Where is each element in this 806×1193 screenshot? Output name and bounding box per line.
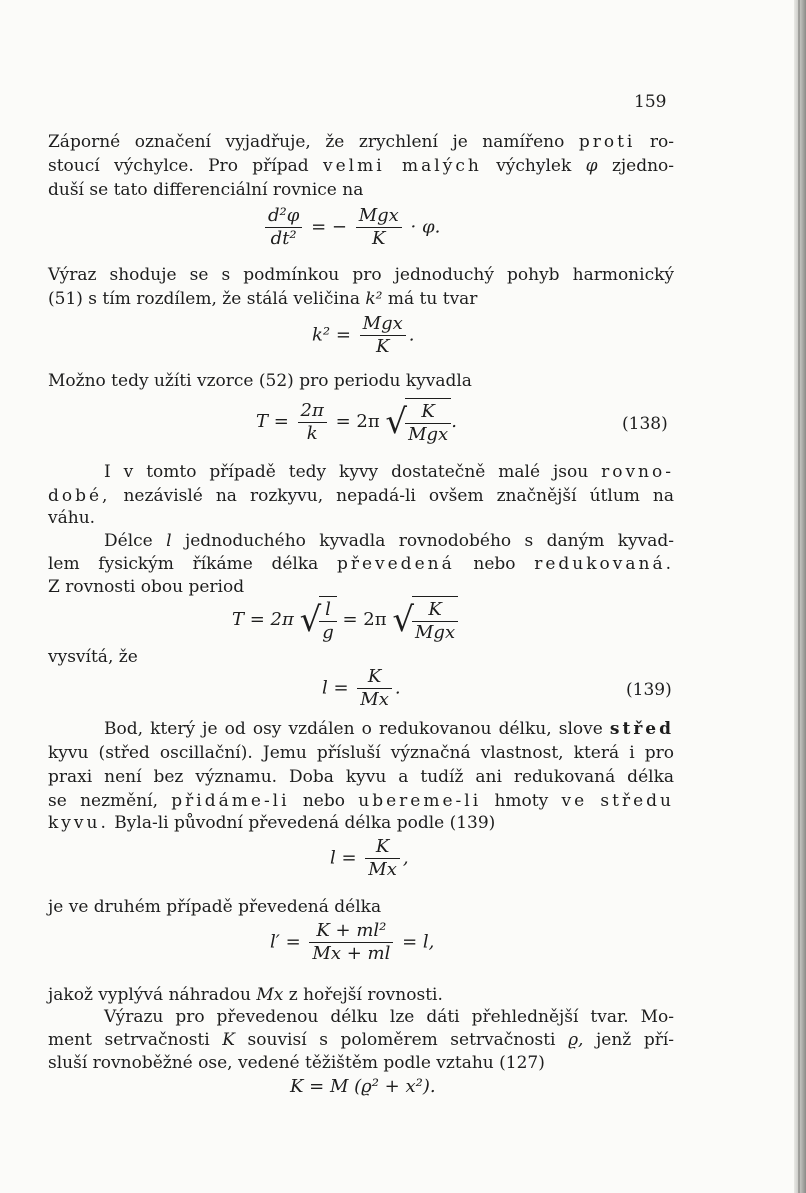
text-line: ment setrvačnosti K souvisí s poloměrem setrvačnosti ϱ, jenž pří-	[48, 1030, 675, 1050]
text-line: lem fysickým říkáme délka převedená nebo redukovaná.	[48, 554, 675, 574]
text-line: vysvítá, že	[48, 647, 138, 667]
page-edge-line	[798, 0, 800, 1193]
text-line: I v tomto případě tedy kyvy dostatečně malé jsou rovno-	[104, 462, 674, 482]
text-line: kyvu. Byla-li původní převedená délka podle (139)	[48, 813, 496, 833]
page-edge	[794, 0, 806, 1193]
text-line: je ve druhém případě převedená délka	[48, 897, 382, 917]
text-line: Možno tedy užíti vzorce (52) pro periodu kyvadla	[48, 371, 472, 391]
text-line: stoucí výchylce. Pro případ velmi malých výchylek φ zjedno-	[48, 156, 675, 176]
text-line: dobé, nezávislé na rozkyvu, nepadá-li ovšem značnější útlum na	[48, 486, 674, 506]
equation-period: T = $\frac{2\pi}{k}$ = 2π √ $\frac{K}{\text{Mgx}}$ .	[256, 399, 457, 445]
equation-number: (139)	[626, 680, 672, 700]
text-line: váhu.	[48, 508, 96, 528]
text-line: Bod, který je od osy vzdálen o redukovanou délku, slove střed	[104, 719, 674, 739]
equation-reduced-length: l = $\frac{K}{Mx}$ .	[322, 666, 401, 710]
text-line: sluší rovnoběžné ose, vedené těžištěm podle vztahu (127)	[48, 1053, 545, 1073]
page-number: 159	[634, 92, 667, 112]
sqrt-sign: √ $\frac{K}{\text{Mgx}}$	[385, 398, 451, 446]
text-line: duší se tato differenciální rovnice na	[48, 180, 364, 200]
text-line: (51) s tím rozdílem, že stálá veličina k² má tu tvar	[48, 289, 478, 309]
text-line: praxi není bez významu. Doba kyvu a tudíž ani redukovaná délka	[48, 767, 674, 787]
text-line: kyvu (střed oscillační). Jemu přísluší význačná vlastnost, která i pro	[48, 743, 674, 763]
equation-differential: $\frac{\text{d²φ}}{\text{dt²}}$ = − $\frac{\text{Mgx}}{K}$ · φ.	[262, 205, 440, 250]
text-line: Záporné označení vyjadřuje, že zrychlení je namířeno proti ro-	[48, 132, 674, 152]
text-line: Výrazu pro převedenou délku lze dáti přehlednější tvar. Mo-	[104, 1007, 674, 1027]
equation-new-length: l′ = $\frac{\text{K + ml²}}{Mx + ml}$ = l,	[270, 920, 435, 964]
text-line: se nezmění, přidáme-li nebo ubereme-li hmoty ve středu	[48, 791, 674, 811]
equation-period-equality: T = 2π √ $\frac{l}{g}$ = 2π √ $\frac{K}{\text{Mgx}}$	[232, 596, 458, 644]
text-line: Délce l jednoduchého kyvadla rovnodobého s daným kyvad-	[104, 531, 674, 551]
equation-moment-of-inertia: K = M (ϱ² + x²).	[290, 1076, 436, 1097]
equation-number: (138)	[622, 414, 668, 434]
equation-original-length: l = $\frac{K}{Mx}$ ,	[330, 836, 409, 880]
text-line: Výraz shoduje se s podmínkou pro jednoduchý pohyb harmonický	[48, 265, 674, 285]
text-line: Z rovnosti obou period	[48, 577, 245, 597]
text-line: jakož vyplývá náhradou Mx z hořejší rovnosti.	[48, 985, 443, 1005]
equation-k-squared: k² = $\frac{\text{Mgx}}{K}$ .	[312, 313, 415, 357]
